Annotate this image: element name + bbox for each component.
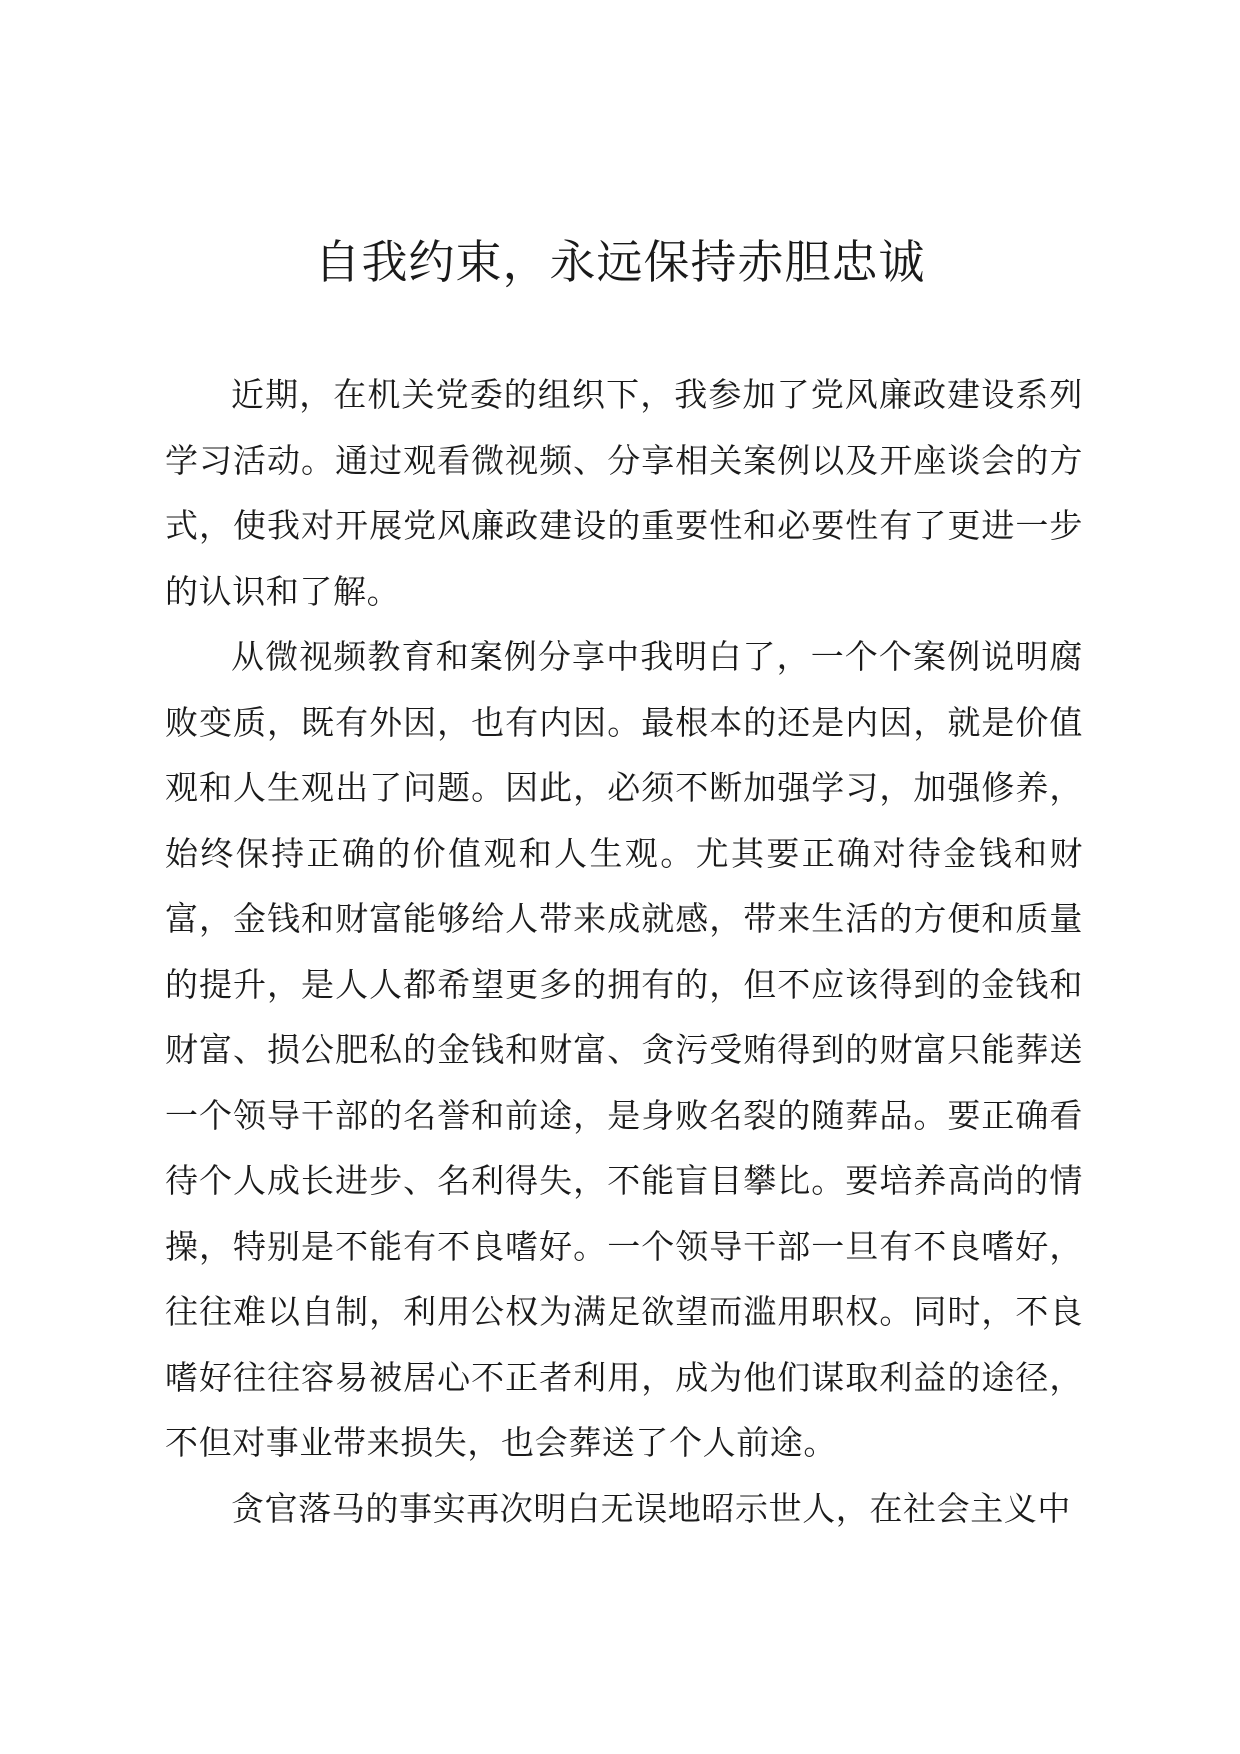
paragraph-2: 从微视频教育和案例分享中我明白了，一个个案例说明腐败变质，既有外因，也有内因。最根本的还是内因，就是价值观和人生观出了问题。因此，必须不断加强学习，加强修养，始终保持正确的价值观和人生观。尤其要正确对待金钱和财富，金钱和财富能够给人带来成就感，带来生活的方便和质量的提升，是人人都希望更多的拥有的，但不应该得到的金钱和财富、损公肥私的金钱和财富、贪污受贿得到的财富只能葬送一个领导干部的名誉和前途，是身败名裂的随葬品。要正确看待个人成长进步、名利得失，不能盲目攀比。要培养高尚的情操，特别是不能有不良嗜好。一个领导干部一旦有不良嗜好，往往难以自制，利用公权为满足欲望而滥用职权。同时，不良嗜好往往容易被居心不正者利用，成为他们谋取利益的途径，不但对事业带来损失，也会葬送了个人前途。	[165, 637, 1083, 1462]
paragraph-3: 贪官落马的事实再次明白无误地昭示世人，在社会主义中	[231, 1488, 1071, 1528]
document-title: 自我约束，永远保持赤胆忠诚	[314, 235, 926, 289]
paragraph-1: 近期，在机关党委的组织下，我参加了党风廉政建设系列学习活动。通过观看微视频、分享相关案例以及开座谈会的方式，使我对开展党风廉政建设的重要性和必要性有了更进一步的认识和了解。	[165, 375, 1083, 611]
document-body	[165, 362, 1083, 1541]
